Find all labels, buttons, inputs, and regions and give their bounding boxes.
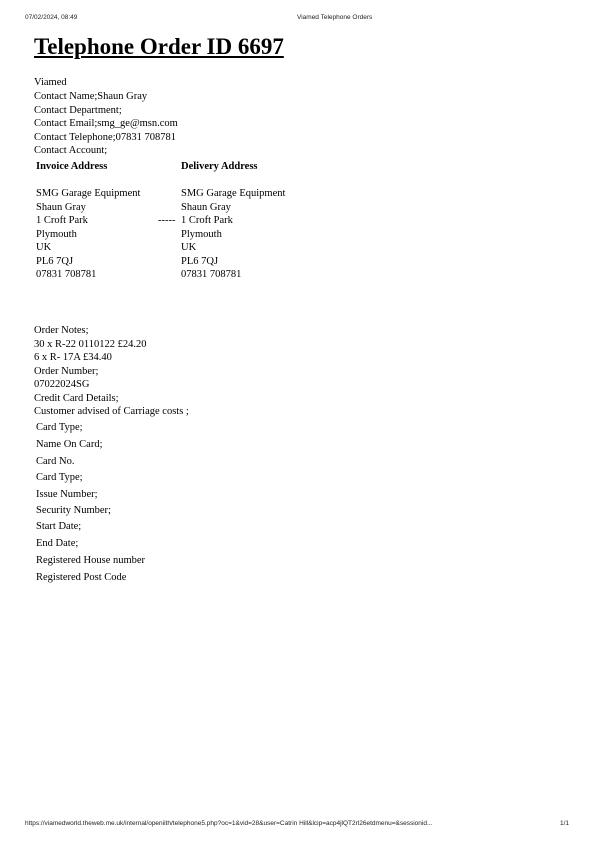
credit-card-details-label: Credit Card Details; [34,393,119,404]
invoice-address-line: Shaun Gray [36,202,86,213]
delivery-address-line: Shaun Gray [181,202,231,213]
card-field-label: End Date; [36,538,79,549]
card-field-label: Issue Number; [36,489,98,500]
print-footer [0,820,595,830]
address-separator: ----- [158,215,176,226]
carriage-costs-label: Customer advised of Carriage costs ; [34,406,189,417]
contact-telephone: Contact Telephone;07831 708781 [34,132,176,143]
card-field-label: Card Type; [36,422,83,433]
invoice-address-line: PL6 7QJ [36,256,74,267]
card-field-label: Registered House number [36,555,146,566]
page-title: Telephone Order ID 6697 [34,34,284,59]
order-notes-label: Order Notes; [34,325,89,336]
invoice-address-line: 07831 708781 [36,269,97,280]
invoice-address-line: SMG Garage Equipment [36,188,141,199]
invoice-address-heading: Invoice Address [36,161,108,172]
delivery-address-line: SMG Garage Equipment [181,188,286,199]
print-header [0,14,595,24]
delivery-address-line: 1 Croft Park [181,215,233,226]
card-field-label: Start Date; [36,521,82,532]
contact-account: Contact Account; [34,145,108,156]
card-field-label: Security Number; [36,505,111,516]
card-field-label: Registered Post Code [36,572,127,583]
order-note-item: 30 x R-22 0110122 £24.20 [34,339,147,350]
company-name: Viamed [34,77,67,88]
invoice-address-line: 1 Croft Park [36,215,88,226]
order-number: 07022024SG [34,379,90,390]
delivery-address-line: 07831 708781 [181,269,242,280]
card-field-label: Card No. [36,456,75,467]
contact-email: Contact Email;smg_ge@msn.com [34,118,178,129]
contact-department: Contact Department; [34,105,122,116]
print-page-count: 1/1 [559,820,569,827]
delivery-address-heading: Delivery Address [181,161,258,172]
print-page-title: Viamed Telephone Orders [297,14,373,21]
invoice-address-line: UK [36,242,52,253]
card-field-label: Card Type; [36,472,83,483]
invoice-address-line: Plymouth [36,229,77,240]
order-number-label: Order Number; [34,366,99,377]
card-field-label: Name On Card; [36,439,103,450]
contact-name: Contact Name;Shaun Gray [34,91,148,102]
order-note-item: 6 x R- 17A £34.40 [34,352,112,363]
print-datetime: 07/02/2024, 08:49 [25,14,78,21]
delivery-address-line: PL6 7QJ [181,256,219,267]
delivery-address-line: Plymouth [181,229,222,240]
delivery-address-line: UK [181,242,197,253]
print-url: https://viamedworld.theweb.me.uk/internal/openiith/telephone5.php?oc=1&vid=28&user=Catrin Hill&lcip=acp4jlQT2rl26etdmenu=&sessionid... [25,820,433,827]
